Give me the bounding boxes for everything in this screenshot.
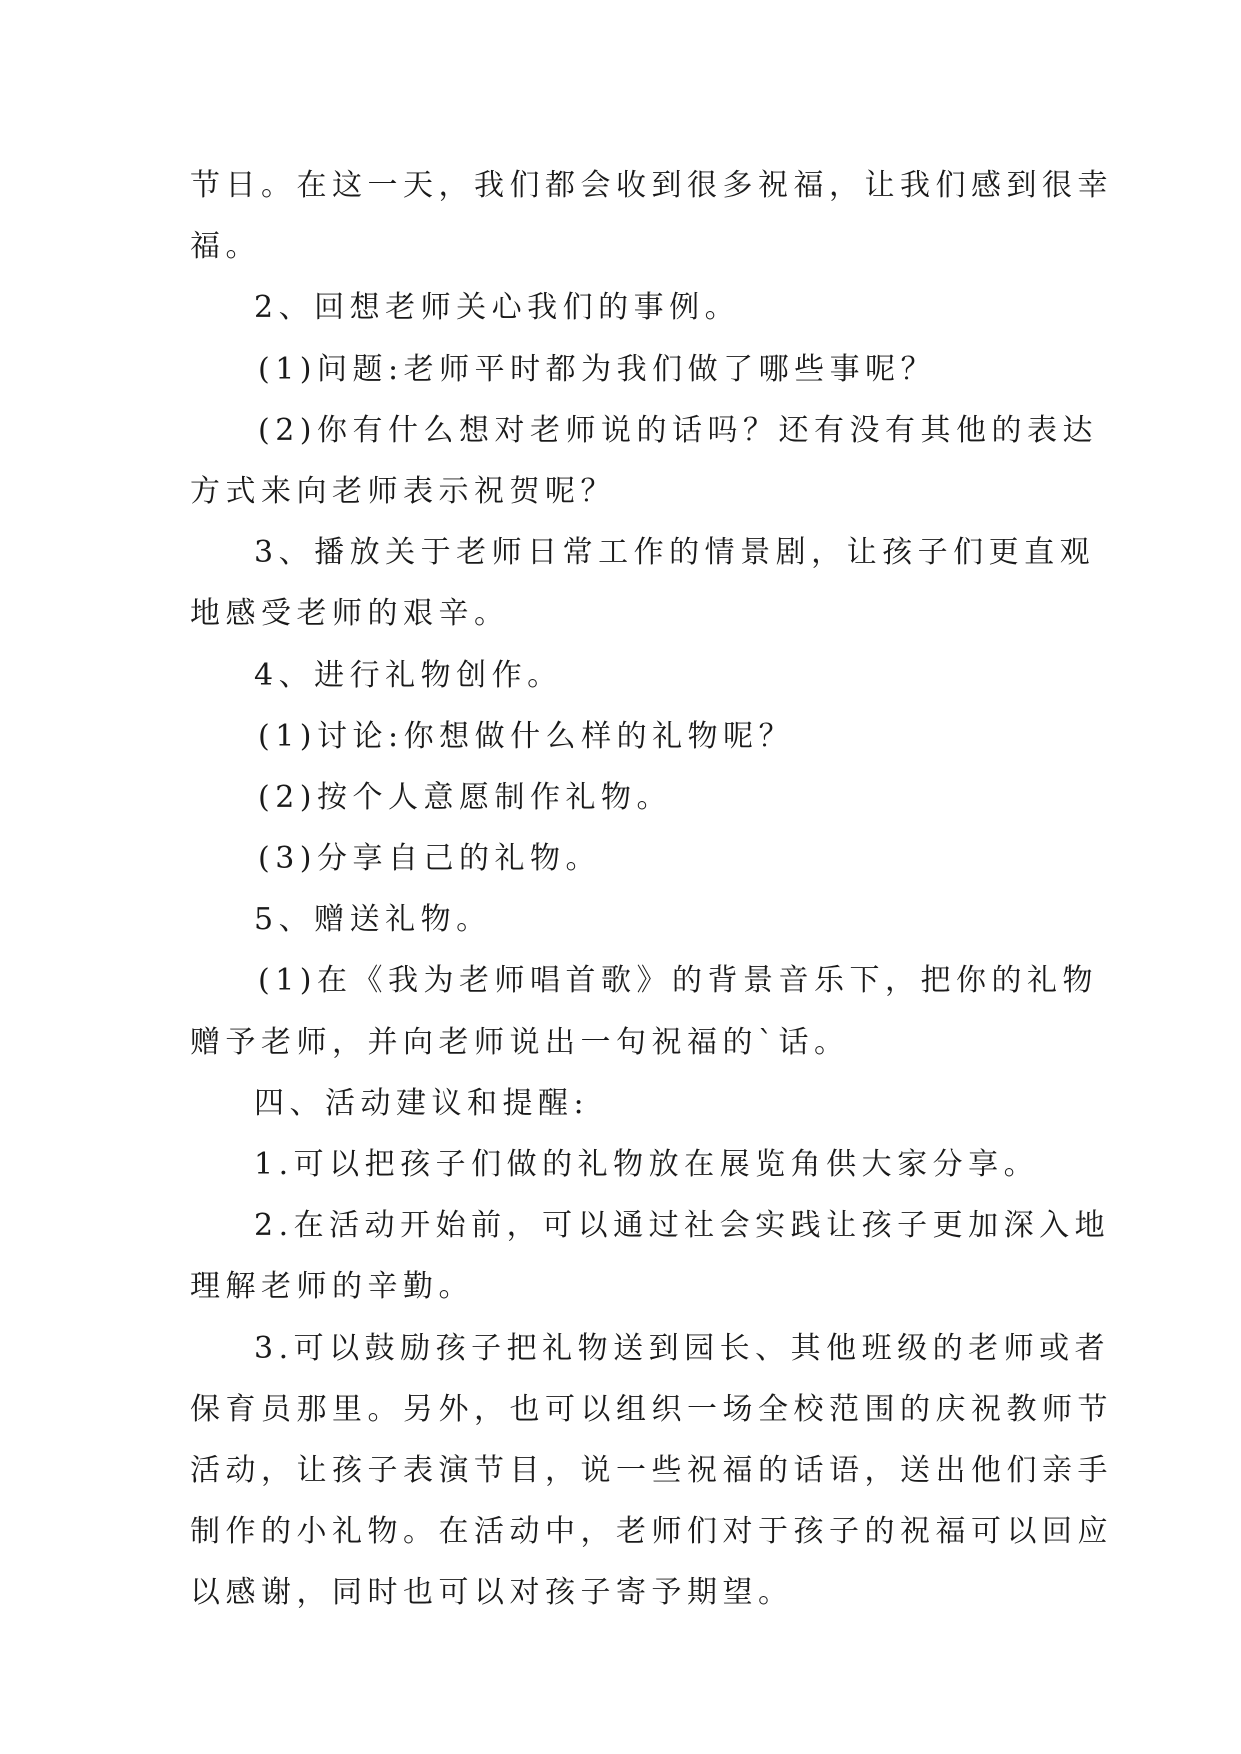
text-line: (1)讨论:你想做什么样的礼物呢？ bbox=[258, 718, 795, 754]
text-line: 2.在活动开始前，可以通过社会实践让孩子更加深入地 bbox=[254, 1208, 1111, 1244]
text-line: 4、进行礼物创作。 bbox=[254, 657, 563, 693]
text-line: (2)你有什么想对老师说的话吗？还有没有其他的表达 bbox=[258, 412, 1098, 448]
text-line: 节日。在这一天，我们都会收到很多祝福，让我们感到很幸 bbox=[190, 168, 1113, 203]
text-line: 福。 bbox=[190, 229, 261, 265]
text-line: (2)按个人意愿制作礼物。 bbox=[258, 779, 672, 815]
document-body bbox=[190, 155, 1113, 1624]
text-line: 3.可以鼓励孩子把礼物送到园长、其他班级的老师或者 bbox=[254, 1330, 1111, 1366]
text-line: 5、赠送礼物。 bbox=[254, 902, 492, 938]
text-line: 活动，让孩子表演节目，说一些祝福的话语，送出他们亲手 bbox=[190, 1452, 1113, 1488]
text-line: 地感受老师的艰辛。 bbox=[190, 596, 510, 632]
text-line: 以感谢，同时也可以对孩子寄予期望。 bbox=[190, 1575, 794, 1611]
text-line: (3)分享自己的礼物。 bbox=[258, 841, 601, 877]
text-line: 1.可以把孩子们做的礼物放在展览角供大家分享。 bbox=[254, 1147, 1040, 1182]
text-line: (1)在《我为老师唱首歌》的背景音乐下，把你的礼物 bbox=[258, 963, 1098, 999]
text-line: (1)问题:老师平时都为我们做了哪些事呢？ bbox=[258, 351, 937, 387]
text-line: 四、活动建议和提醒: bbox=[254, 1085, 590, 1121]
text-line: 保育员那里。另外，也可以组织一场全校范围的庆祝教师节 bbox=[190, 1391, 1113, 1427]
text-line: 制作的小礼物。在活动中，老师们对于孩子的祝福可以回应 bbox=[190, 1514, 1113, 1550]
text-line: 方式来向老师表示祝贺呢？ bbox=[190, 473, 616, 509]
text-line: 3、播放关于老师日常工作的情景剧，让孩子们更直观 bbox=[254, 535, 1096, 571]
text-line: 理解老师的辛勤。 bbox=[190, 1269, 474, 1305]
text-line: 赠予老师，并向老师说出一句祝福的`话。 bbox=[190, 1024, 850, 1060]
text-line: 2、回想老师关心我们的事例。 bbox=[254, 290, 741, 326]
